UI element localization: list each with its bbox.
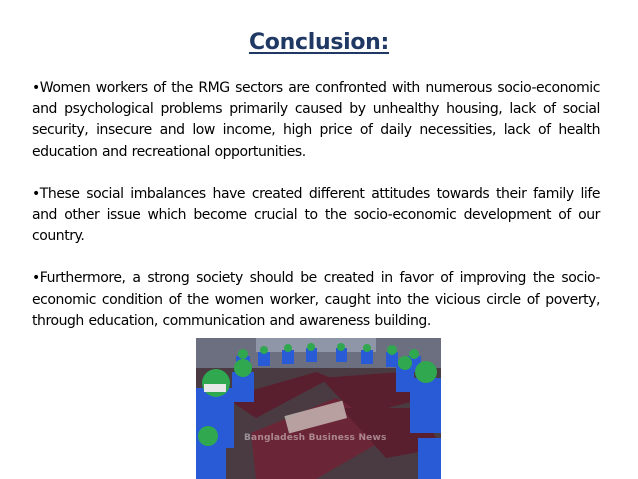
garment-factory-photo: [196, 338, 441, 479]
bullet-item: •These social imbalances have created different attitudes towards their family life and other issue which become crucial to the socio-economic development of our country.: [32, 185, 600, 245]
bullet-item: •Women workers of the RMG sectors are confronted with numerous socio-economic and psychological problems primarily caused by unhealthy housing, lack of social security, insecure and low income, high price of daily necessities, lack of health education and recreational opportunities.: [32, 80, 600, 160]
slide-title: Conclusion:: [248, 30, 390, 55]
photo-watermark: Bangladesh Business News: [244, 433, 387, 443]
bullet-list: [32, 78, 600, 353]
bullet-item: •Furthermore, a strong society should be created in favor of improving the socio-economic condition of the women worker, caught into the vicious circle of poverty, through education, communication and awareness building.: [32, 270, 600, 329]
